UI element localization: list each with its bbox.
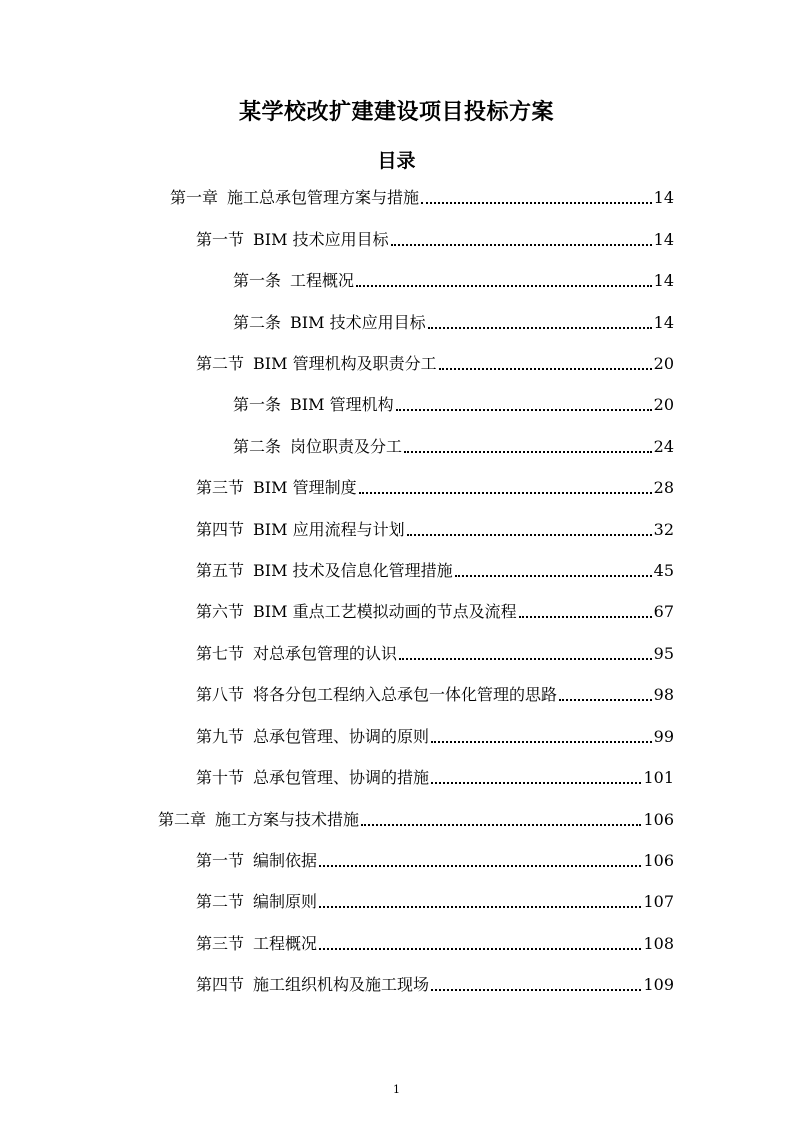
- toc-dot-leader: [455, 575, 652, 577]
- toc-dot-leader: [396, 409, 652, 411]
- toc-entry-label: [170, 186, 419, 210]
- toc-dot-leader: [399, 658, 652, 660]
- page-number: 1: [393, 1083, 400, 1096]
- toc-entry[interactable]: [170, 186, 674, 210]
- toc-entry-number: 第一节: [196, 230, 245, 249]
- toc-entry-text: 编制原则: [253, 892, 318, 911]
- toc-entry-label: [196, 559, 453, 583]
- toc-entry-page: 20: [653, 395, 674, 414]
- toc-entry-number: 第一条: [233, 395, 282, 414]
- toc-entry-number: 第五节: [196, 561, 245, 580]
- toc-entry-number: 第二条: [233, 313, 282, 332]
- toc-entry-number: 第四节: [196, 520, 245, 539]
- toc-entry-label: [196, 849, 317, 873]
- toc-dot-leader: [519, 616, 652, 618]
- toc-entry-number: 第一章: [170, 188, 219, 207]
- toc-entry-page: 101: [643, 768, 674, 787]
- toc-entry-label: [233, 269, 354, 293]
- toc-entry-number: 第一条: [233, 271, 282, 290]
- toc-dot-leader: [428, 327, 652, 329]
- toc-entry-page: 95: [653, 644, 674, 663]
- toc-dot-leader: [439, 368, 652, 370]
- toc-entry-label: [196, 683, 557, 707]
- toc-entry-text: 编制依据: [253, 851, 318, 870]
- toc-entry[interactable]: [233, 311, 674, 335]
- toc-entry-page: 45: [653, 561, 674, 580]
- toc-entry-text: 工程概况: [253, 934, 318, 953]
- toc-dot-leader: [404, 451, 652, 453]
- toc-entry-text: 岗位职责及分工: [290, 437, 403, 456]
- toc-dot-leader: [361, 824, 641, 826]
- toc-entry-label: [196, 932, 317, 956]
- toc-entry-number: 第二节: [196, 892, 245, 911]
- toc-entry[interactable]: [196, 228, 674, 252]
- toc-entry[interactable]: [233, 435, 674, 459]
- toc-entry-text: 对总承包管理的认识: [253, 644, 398, 663]
- toc-entry-text: BIM 技术及信息化管理措施: [253, 561, 453, 580]
- toc-entry[interactable]: [196, 559, 674, 583]
- toc-entry-page: 108: [643, 934, 674, 953]
- toc-dot-leader: [431, 782, 641, 784]
- toc-entry-label: [196, 518, 405, 542]
- toc-entry-number: 第九节: [196, 727, 245, 746]
- toc-dot-leader: [319, 906, 641, 908]
- toc-entry[interactable]: [196, 352, 674, 376]
- toc-entry-label: [196, 766, 429, 790]
- toc-entry-number: 第六节: [196, 602, 245, 621]
- toc-dot-leader: [319, 865, 641, 867]
- toc-dot-leader: [559, 699, 652, 701]
- toc-entry-page: 106: [643, 851, 674, 870]
- toc-entry-label: [196, 600, 517, 624]
- toc-entry-number: 第七节: [196, 644, 245, 663]
- toc-entry-label: [196, 973, 429, 997]
- toc-entry-text: 工程概况: [290, 271, 355, 290]
- toc-entry-page: 14: [653, 230, 674, 249]
- toc-dot-leader: [431, 741, 652, 743]
- toc-entry[interactable]: [196, 683, 674, 707]
- toc-entry-page: 98: [653, 685, 674, 704]
- toc-entry-text: 施工组织机构及施工现场: [253, 975, 430, 994]
- toc-entry-page: 14: [653, 313, 674, 332]
- toc-entry-number: 第一节: [196, 851, 245, 870]
- toc-entry-number: 第四节: [196, 975, 245, 994]
- toc-entry-text: BIM 技术应用目标: [290, 313, 426, 332]
- toc-entry[interactable]: [196, 476, 674, 500]
- toc-dot-leader: [359, 492, 652, 494]
- toc-entry-page: 107: [643, 892, 674, 911]
- toc-entry-page: 32: [653, 520, 674, 539]
- toc-entry-number: 第二章: [158, 810, 207, 829]
- toc-entry-text: BIM 管理机构及职责分工: [253, 354, 437, 373]
- toc-entry[interactable]: [196, 766, 674, 790]
- toc-entry-page: 99: [653, 727, 674, 746]
- toc-entry[interactable]: [196, 725, 674, 749]
- toc-dot-leader: [356, 285, 652, 287]
- toc-entry-page: 20: [653, 354, 674, 373]
- toc-heading: 目录: [377, 150, 416, 172]
- toc-entry-label: [158, 808, 359, 832]
- toc-entry-number: 第二条: [233, 437, 282, 456]
- toc-entry-label: [196, 642, 397, 666]
- toc-entry[interactable]: [196, 642, 674, 666]
- toc-entry[interactable]: [196, 890, 674, 914]
- toc-entry-label: [233, 393, 394, 417]
- toc-entry-text: 施工方案与技术措施: [215, 810, 360, 829]
- toc-entry-page: 28: [653, 478, 674, 497]
- toc-entry[interactable]: [196, 518, 674, 542]
- toc-entry-label: [196, 476, 357, 500]
- toc-entry-number: 第三节: [196, 478, 245, 497]
- toc-entry-text: BIM 管理机构: [290, 395, 394, 414]
- toc-entry-label: [196, 890, 317, 914]
- toc-entry[interactable]: [233, 393, 674, 417]
- toc-entry-text: 总承包管理、协调的措施: [253, 768, 430, 787]
- toc-entry-label: [233, 311, 426, 335]
- toc-entry[interactable]: [233, 269, 674, 293]
- toc-entry-label: [233, 435, 402, 459]
- toc-entry[interactable]: [196, 849, 674, 873]
- toc-dot-leader: [319, 948, 641, 950]
- toc-entry-text: 总承包管理、协调的原则: [253, 727, 430, 746]
- toc-entry-page: 14: [653, 271, 674, 290]
- toc-entry-text: BIM 管理制度: [253, 478, 357, 497]
- toc-entry-label: [196, 725, 429, 749]
- toc-entry[interactable]: [158, 808, 674, 832]
- toc-entry[interactable]: [196, 600, 674, 624]
- toc-dot-leader: [431, 989, 641, 991]
- toc-entry[interactable]: [196, 932, 674, 956]
- toc-entry-label: [196, 228, 389, 252]
- toc-entry[interactable]: [196, 973, 674, 997]
- document-title: 某学校改扩建建设项目投标方案: [238, 100, 554, 125]
- toc-entry-text: BIM 技术应用目标: [253, 230, 389, 249]
- toc-entry-number: 第二节: [196, 354, 245, 373]
- toc-entry-number: 第三节: [196, 934, 245, 953]
- toc-entry-number: 第十节: [196, 768, 245, 787]
- toc-dot-leader: [407, 534, 652, 536]
- toc-entry-page: 67: [653, 602, 674, 621]
- toc-entry-page: 14: [653, 188, 674, 207]
- toc-entry-text: 将各分包工程纳入总承包一体化管理的思路: [253, 685, 558, 704]
- toc-dot-leader: [421, 202, 652, 204]
- toc-entry-page: 109: [643, 975, 674, 994]
- toc-entry-label: [196, 352, 437, 376]
- toc-entry-page: 106: [643, 810, 674, 829]
- toc-entry-page: 24: [653, 437, 674, 456]
- toc-dot-leader: [391, 244, 652, 246]
- toc-entry-text: BIM 重点工艺模拟动画的节点及流程: [253, 602, 517, 621]
- toc-entry-text: 施工总承包管理方案与措施: [227, 188, 420, 207]
- toc-entry-text: BIM 应用流程与计划: [253, 520, 405, 539]
- toc-entry-number: 第八节: [196, 685, 245, 704]
